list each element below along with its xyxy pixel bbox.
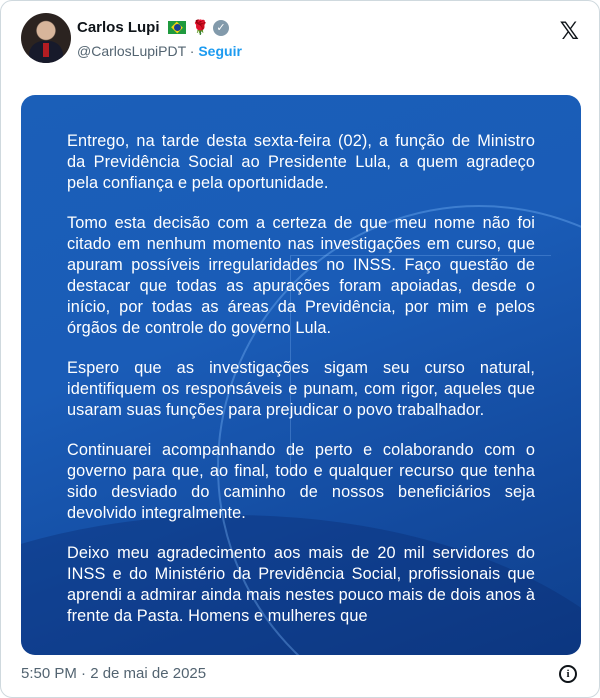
handle-row xyxy=(77,43,242,59)
brazil-flag-icon xyxy=(168,21,186,34)
image-paragraph: Espero que as investigações sigam seu curso natural, identifiquem os responsáveis e punam, com rigor, aqueles que usaram suas funções para prejudicar o povo trabalhador. xyxy=(67,359,535,419)
separator-dot: · xyxy=(189,43,195,59)
avatar[interactable] xyxy=(21,13,71,63)
image-paragraph: Entrego, na tarde desta sexta-feira (02), a função de Ministro da Previdência Social ao Presidente Lula, a quem agradeço pela confiança e pela oportunidade. xyxy=(67,132,535,192)
verified-badge-icon[interactable]: ✓ xyxy=(213,20,229,36)
image-text xyxy=(67,131,535,646)
author-name-row xyxy=(77,19,229,36)
tweet-timestamp[interactable]: 5:50 PM · 2 de mai de 2025 xyxy=(21,665,207,682)
info-icon[interactable]: i xyxy=(559,665,577,683)
x-logo-icon[interactable]: 𝕏 xyxy=(559,17,579,45)
rose-icon: 🌹 xyxy=(191,19,209,35)
tweet-header xyxy=(21,13,581,69)
tweet-image[interactable] xyxy=(21,95,581,655)
author-name[interactable]: Carlos Lupi xyxy=(77,19,160,36)
follow-button[interactable]: Seguir xyxy=(198,43,242,59)
image-paragraph: Continuarei acompanhando de perto e colaborando com o governo para que, ao final, todo e qualquer recurso que tenha sido desviado do caminho de nossos beneficiários seja devolvido integralmente. xyxy=(67,441,535,522)
image-paragraph: Deixo meu agradecimento aos mais de 20 mil servidores do INSS e do Ministério da Previdência Social, profissionais que aprendi a admirar ainda mais nestes pouco mais de dois anos à frente da Pasta. Homens e mulheres que xyxy=(67,544,535,625)
image-paragraph: Tomo esta decisão com a certeza de que meu nome não foi citado em nenhum momento nas investigações em curso, que apuram possíveis irregularidades no INSS. Faço questão de destacar que todas as apurações foram apoiadas, desde o início, por todas as áreas da Previdência, por mim e pelos órgãos de controle do governo Lula. xyxy=(67,214,535,337)
author-handle[interactable]: @CarlosLupiPDT xyxy=(77,43,186,59)
